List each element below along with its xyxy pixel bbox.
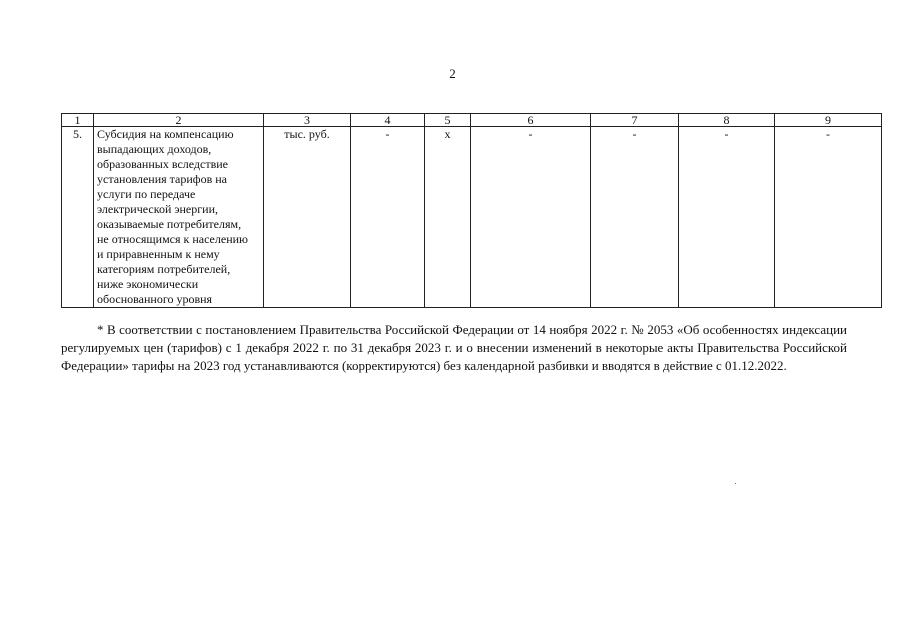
header-cell-8: 8 (679, 114, 775, 127)
table-row (62, 127, 882, 308)
row-cell-9: - (775, 127, 882, 308)
page-number: 2 (449, 66, 456, 81)
row-name-line: образованных вследствие (97, 157, 229, 171)
header-cell-3: 3 (264, 114, 351, 127)
row-cell-4: - (351, 127, 425, 308)
header-cell-5: 5 (425, 114, 471, 127)
row-name-line: выпадающих доходов, (97, 142, 212, 156)
data-table (61, 113, 882, 308)
row-cell-5: х (425, 127, 471, 308)
row-name-line: и приравненным к нему (97, 247, 220, 261)
row-cell-8: - (679, 127, 775, 308)
row-name-line: не относящимся к населению (97, 232, 249, 246)
row-name-line: обоснованного уровня (97, 292, 213, 306)
header-cell-6: 6 (471, 114, 591, 127)
row-cell-6: - (471, 127, 591, 308)
row-name-cell (94, 127, 264, 308)
row-cell-7: - (591, 127, 679, 308)
row-name-line: Субсидия на компенсацию (97, 127, 234, 141)
header-row (62, 114, 882, 127)
row-name-line: категориям потребителей, (97, 262, 231, 276)
header-cell-9: 9 (775, 114, 882, 127)
footnote-paragraph: * В соответствии с постановлением Правительства Российской Федерации от 14 ноября 2022 г. № 2053 «Об особенностях индексации регулируемых цен (тарифов) с 1 декабря 2022 г. по 31 декабря 2023 г. и о внесении изменений в некоторые акты Правительства Российской Федерации» тарифы на 2023 год устанавливаются (корректируются) без календарной разбивки и вводятся в действие с 01.12.2022. (61, 322, 847, 373)
row-name-line: ниже экономически (97, 277, 199, 291)
header-cell-1: 1 (62, 114, 94, 127)
row-number-cell: 5. (62, 127, 94, 308)
row-name-line: установления тарифов на (97, 172, 227, 186)
row-name-line: услуги по передаче (97, 187, 196, 201)
scan-speck (735, 483, 736, 484)
row-unit-cell: тыс. руб. (264, 127, 351, 308)
row-name-line: оказываемые потребителям, (97, 217, 242, 231)
row-name-line: электрической энергии, (97, 202, 219, 216)
header-cell-2: 2 (94, 114, 264, 127)
header-cell-7: 7 (591, 114, 679, 127)
header-cell-4: 4 (351, 114, 425, 127)
